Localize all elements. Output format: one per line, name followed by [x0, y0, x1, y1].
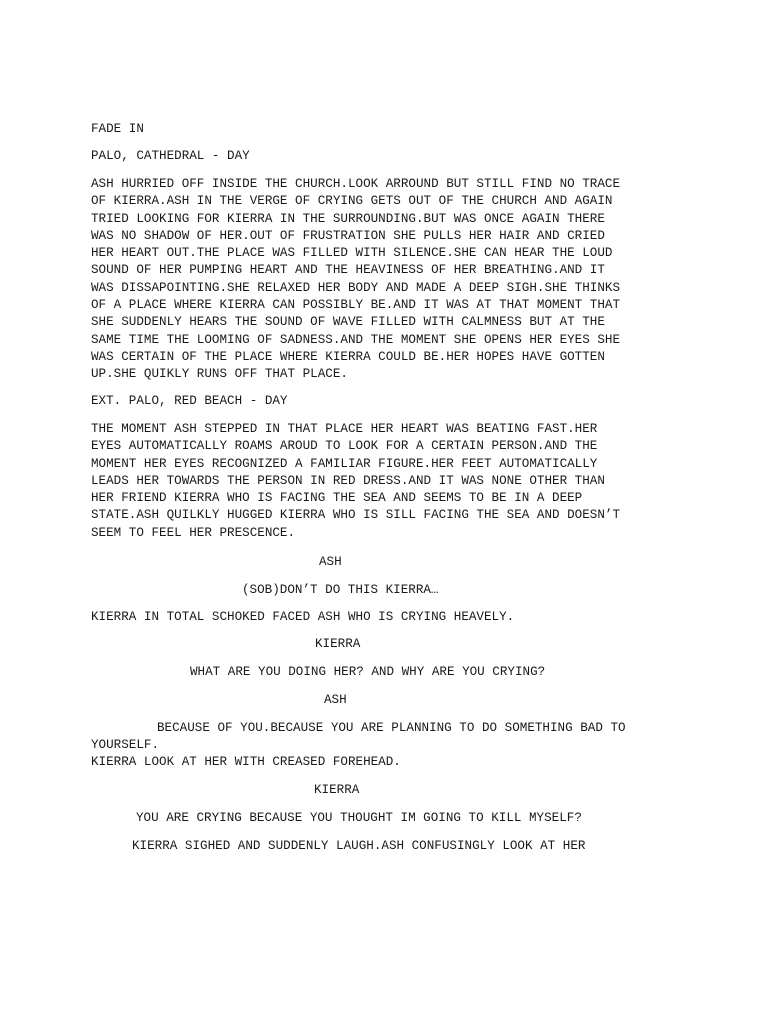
dialogue: YOURSELF.	[91, 738, 160, 752]
dialogue: WHAT ARE YOU DOING HER? AND WHY ARE YOU CRYING?	[190, 665, 546, 679]
action-line: KIERRA IN TOTAL SCHOKED FACED ASH WHO IS CRYING HEAVELY.	[91, 610, 515, 624]
character-name: KIERRA	[315, 637, 361, 651]
action-line: KIERRA LOOK AT HER WITH CREASED FOREHEAD.	[91, 755, 401, 769]
dialogue: (SOB)DON’T DO THIS KIERRA…	[242, 583, 439, 597]
character-name: KIERRA	[314, 783, 360, 797]
scene-heading: EXT. PALO, RED BEACH - DAY	[91, 394, 288, 408]
scene-heading: PALO, CATHEDRAL - DAY	[91, 149, 250, 163]
character-name: ASH	[324, 693, 347, 707]
dialogue: BECAUSE OF YOU.BECAUSE YOU ARE PLANNING TO DO SOMETHING BAD TO	[157, 721, 626, 735]
character-name: ASH	[319, 555, 342, 569]
action-paragraph: THE MOMENT ASH STEPPED IN THAT PLACE HER HEART WAS BEATING FAST.HER EYES AUTOMATICALLY ROAMS AROUD TO LOOK FOR A CERTAIN PERSON.AND THE MOMENT HER EYES RECOGNIZED A FAMILIAR FIGURE.HER FEET AUTOMATICALLY LEADS HER TOWARDS THE PERSON IN RED DRESS.AND IT WAS NONE OTHER THAN HER FRIEND KIERRA WHO IS FACING THE SEA AND SEEMS TO BE IN A DEEP STATE.ASH QUILKLY HUGGED KIERRA WHO IS SILL FACING THE SEA AND DOESN’T SEEM TO FEEL HER PRESCENCE.	[91, 422, 621, 540]
action-line: KIERRA SIGHED AND SUDDENLY LAUGH.ASH CONFUSINGLY LOOK AT HER	[132, 839, 586, 853]
action-paragraph: ASH HURRIED OFF INSIDE THE CHURCH.LOOK ARROUND BUT STILL FIND NO TRACE OF KIERRA.ASH IN THE VERGE OF CRYING GETS OUT OF THE CHURCH AND AGAIN TRIED LOOKING FOR KIERRA IN THE SURROUNDING.BUT WAS ONCE AGAIN THERE WAS NO SHADOW OF HER.OUT OF FRUSTRATION SHE PULLS HER HAIR AND CRIED HER HEART OUT.THE PLACE WAS FILLED WITH SILENCE.SHE CAN HEAR THE LOUD SOUND OF HER PUMPING HEART AND THE HEAVINESS OF HER BREATHING.AND IT WAS DISSAPOINTING.SHE RELAXED HER BODY AND MADE A DEEP SIGH.SHE THINKS OF A PLACE WHERE KIERRA CAN POSSIBLY BE.AND IT WAS AT THAT MOMENT THAT SHE SUDDENLY HEARS THE SOUND OF WAVE FILLED WITH CALMNESS BUT AT THE SAME TIME THE LOOMING OF SADNESS.AND THE MOMENT SHE OPENS HER EYES SHE WAS CERTAIN OF THE PLACE WHERE KIERRA COULD BE.HER HOPES HAVE GOTTEN UP.SHE QUIKLY RUNS OFF THAT PLACE.	[91, 177, 621, 382]
transition-fade-in: FADE IN	[91, 122, 144, 136]
dialogue: YOU ARE CRYING BECAUSE YOU THOUGHT IM GOING TO KILL MYSELF?	[136, 811, 582, 825]
